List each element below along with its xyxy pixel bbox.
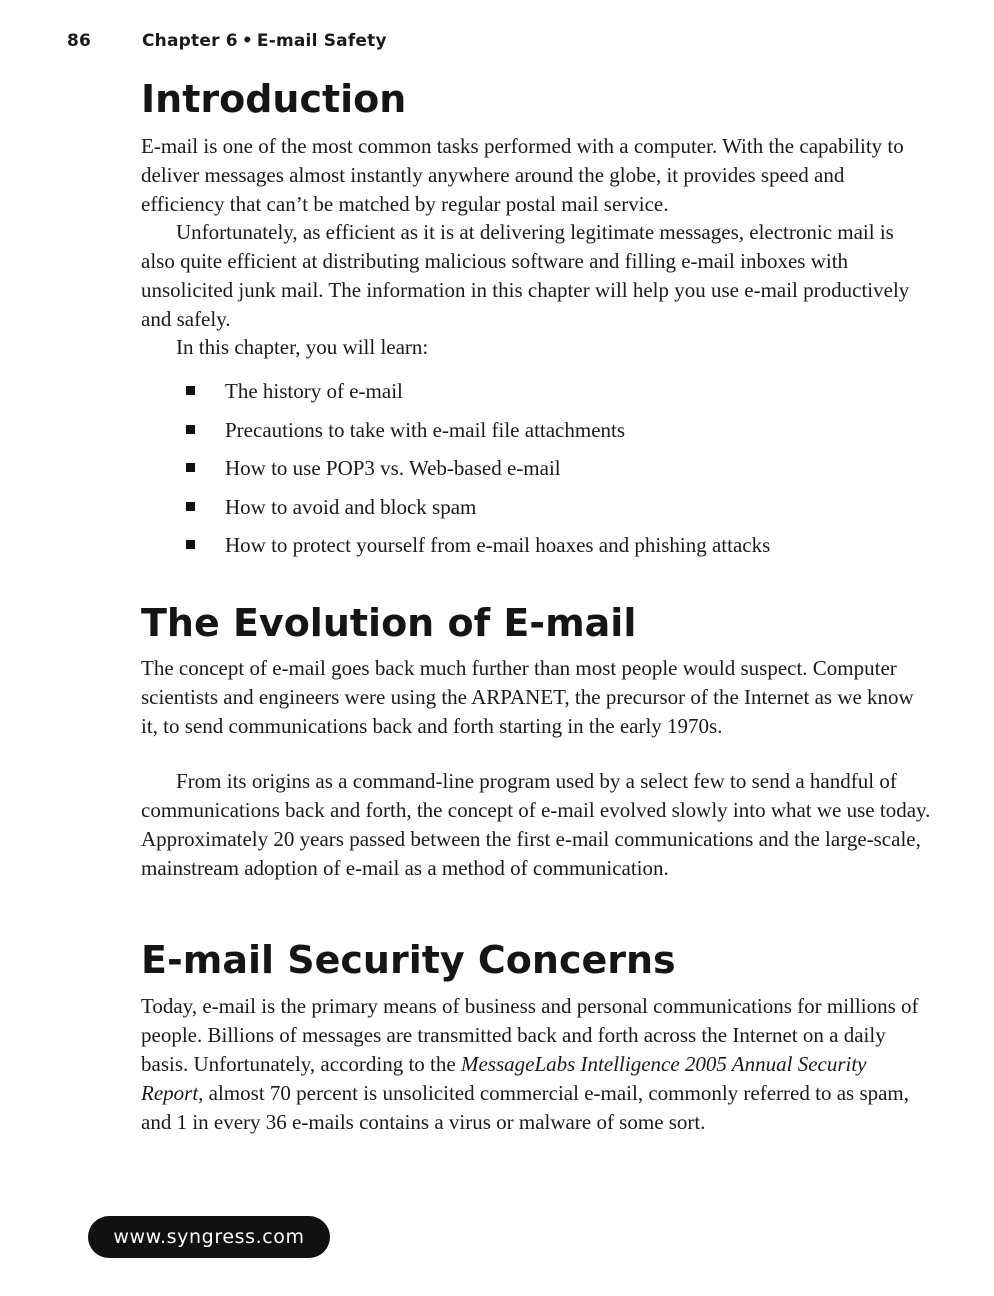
bullet-square-icon (186, 425, 195, 434)
bullet-square-icon (186, 463, 195, 472)
intro-paragraph-1: E-mail is one of the most common tasks performed with a computer. With the capability to deliver messages almost instantly anywhere around the globe, it provides speed and efficiency that can’t be matched by regular postal mail service. (141, 134, 904, 216)
security-paragraph-1 (141, 992, 931, 1137)
list-item (186, 529, 770, 568)
intro-paragraph-3-text: In this chapter, you will learn: (176, 335, 429, 359)
page-number: 86 (67, 31, 92, 51)
publisher-url-badge: www.syngress.com (88, 1216, 330, 1258)
heading-security-concerns: E-mail Security Concerns (141, 938, 676, 982)
list-item-text: The history of e-mail (225, 379, 403, 403)
chapter-title: E-mail Safety (256, 31, 387, 51)
evolution-paragraph-2 (141, 767, 931, 883)
bullet-square-icon (186, 502, 195, 511)
evolution-paragraph-2-text: From its origins as a command-line program used by a select few to send a handful of communications back and forth, the concept of e-mail evolved slowly into what we use today. Approximately 20 years passed between the first e-mail communications and the large-scale, mainstream adoption of e-mail as a method of communication. (141, 769, 931, 880)
learning-list (186, 375, 770, 568)
bullet-square-icon (186, 540, 195, 549)
list-item-text: How to use POP3 vs. Web-based e-mail (225, 456, 561, 480)
list-item (186, 491, 770, 530)
security-text-part-1: Today, e-mail is the primary means of business and personal communications for millions of people. Billions of messages are transmitted back and forth across the Internet on a daily basis. Unfortunately, according to the (141, 994, 919, 1076)
list-item-text: How to avoid and block spam (225, 494, 477, 519)
list-item-text: How to protect yourself from e-mail hoaxes and phishing attacks (225, 533, 771, 557)
heading-evolution: The Evolution of E-mail (141, 601, 637, 645)
list-item (186, 452, 770, 491)
heading-introduction: Introduction (141, 77, 407, 121)
chapter-label: Chapter 6 (142, 31, 238, 51)
list-item-text: Precautions to take with e-mail file attachments (225, 417, 626, 442)
evolution-paragraph-1: The concept of e-mail goes back much further than most people would suspect. Computer scientists and engineers were using the ARPANET, the precursor of the Internet as we know it, to send communications back and forth starting in the early 1970s. (141, 656, 914, 738)
header-separator: • (241, 31, 253, 51)
security-text-part-2: almost 70 percent is unsolicited commercial e-mail, commonly referred to as spam, and 1 in every 36 e-mails contains a virus or malware of some sort. (141, 1081, 910, 1134)
list-item (186, 375, 770, 414)
bullet-square-icon (186, 386, 195, 395)
report-title-italic: MessageLabs Intelligence 2005 Annual Security Report, (141, 1052, 867, 1105)
intro-paragraph-3 (141, 333, 931, 362)
list-item (186, 414, 770, 453)
running-header (67, 31, 387, 51)
intro-paragraph-2-text: Unfortunately, as efficient as it is at delivering legitimate messages, electronic mail is also quite efficient at distributing malicious software and filling e-mail inboxes with unsolicited junk mail. The information in this chapter will help you use e-mail productively and safely. (141, 220, 910, 331)
intro-paragraph-2 (141, 218, 931, 334)
